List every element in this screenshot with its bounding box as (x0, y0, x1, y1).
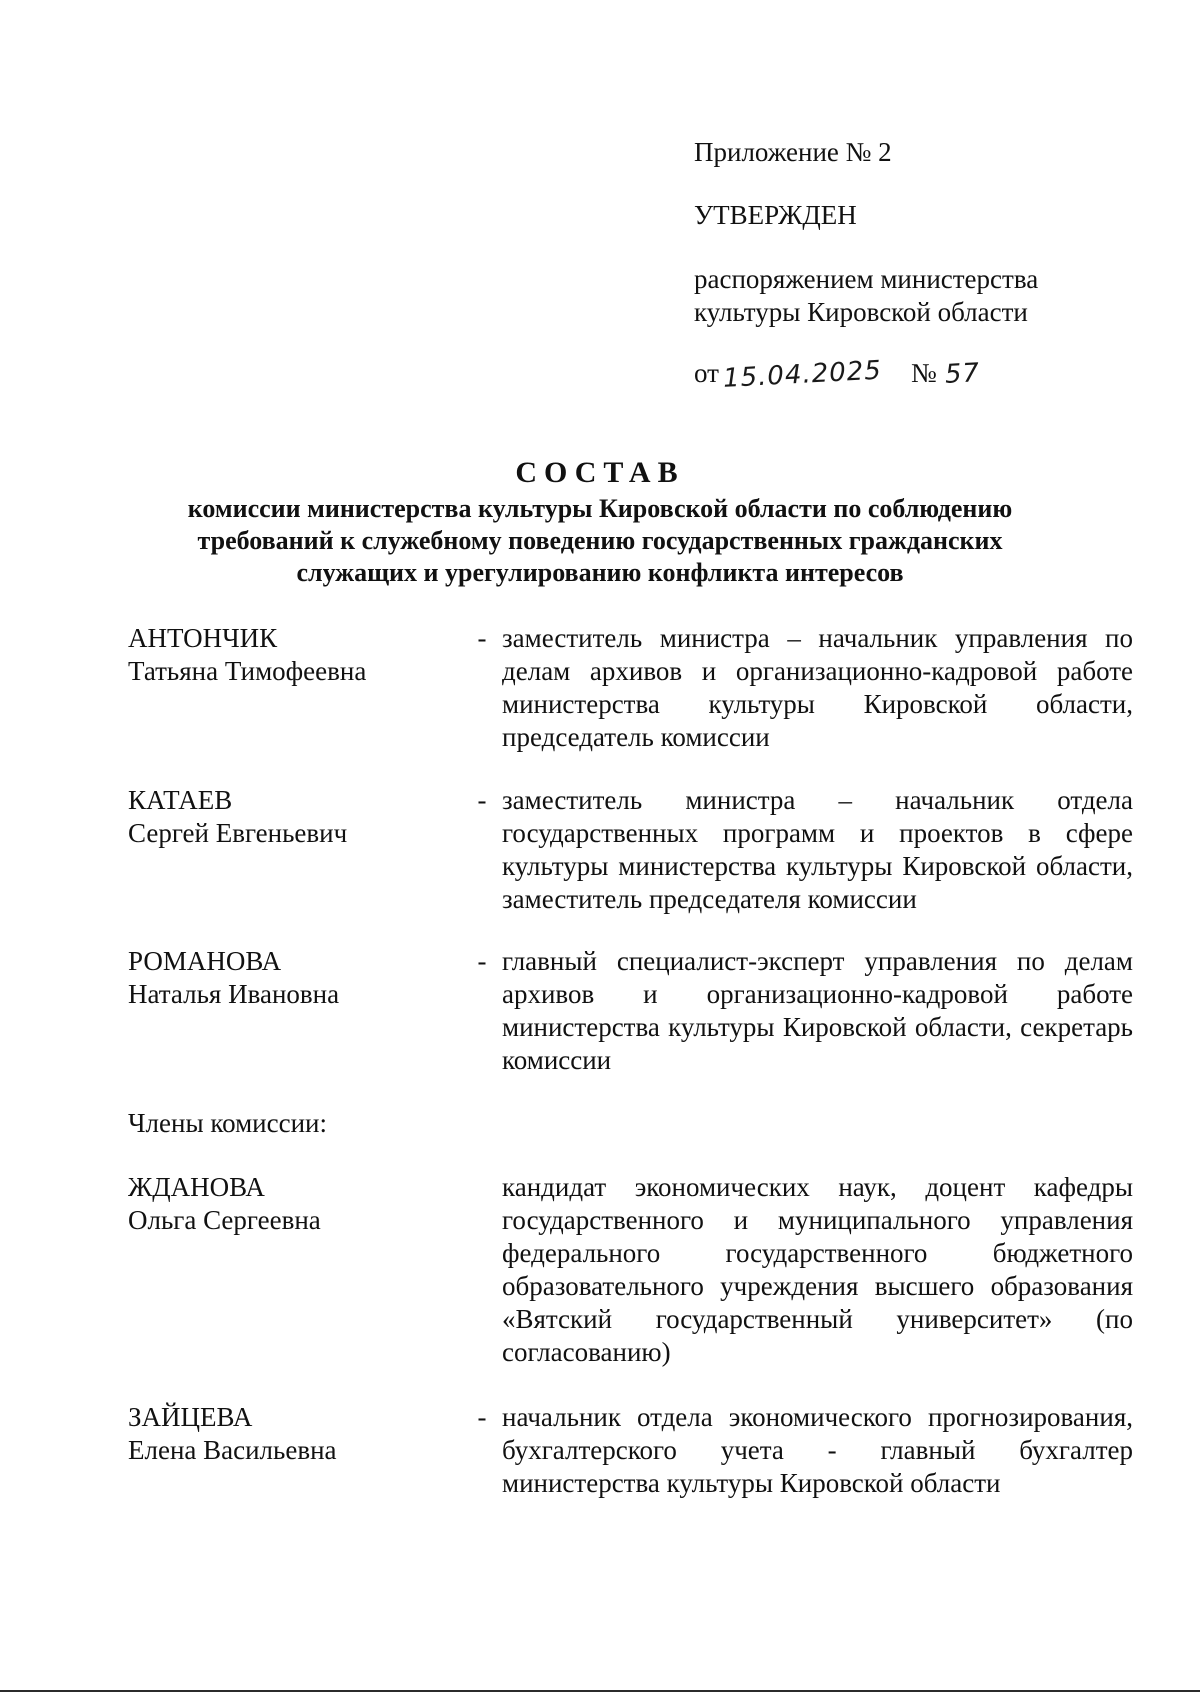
member-surname: РОМАНОВА (128, 946, 282, 976)
member-surname: ЖДАНОВА (128, 1172, 265, 1202)
separator-dash: - (477, 1402, 487, 1432)
title-subtitle-line: требований к служебному поведению государственных гражданских (197, 526, 1003, 555)
document-title (100, 453, 1100, 589)
member-surname: КАТАЕВ (128, 785, 233, 815)
member-given-names: Ольга Сергеевна (128, 1205, 321, 1235)
order-date-row (694, 355, 1174, 394)
member-surname: ЗАЙЦЕВА (128, 1402, 253, 1432)
approval-block (694, 136, 1174, 394)
members-label: Члены комиссии: (128, 1108, 327, 1138)
member-position: начальник отдела экономического прогнозирования, бухгалтерского учета - главный бухгалтер министерства культуры Кировской области (502, 1402, 1133, 1498)
member-given-names: Сергей Евгеньевич (128, 818, 348, 848)
member-given-names: Елена Васильевна (128, 1435, 337, 1465)
member-row (128, 1171, 1133, 1369)
member-name (128, 622, 462, 754)
member-given-names: Наталья Ивановна (128, 979, 340, 1009)
separator-dash: - (477, 785, 487, 815)
member-surname: АНТОНЧИК (128, 623, 278, 653)
page-bottom-edge (0, 1690, 1200, 1692)
member-position: заместитель министра – начальник управления по делам архивов и организационно-кадровой работе министерства культуры Кировской области, председатель комиссии (502, 623, 1133, 752)
title-main: СОСТАВ (515, 456, 685, 489)
member-name (128, 945, 462, 1077)
member-given-names: Татьяна Тимофеевна (128, 656, 367, 686)
separator-dash (462, 1171, 502, 1369)
order-date-handwritten: 15.04.2025 (722, 355, 883, 394)
separator-dash: - (477, 946, 487, 976)
member-row-secretary (128, 945, 1133, 1077)
appendix-number: Приложение № 2 (694, 137, 892, 167)
member-row (128, 1401, 1133, 1500)
approved-heading: УТВЕРЖДЕН (694, 200, 857, 230)
number-label: № (910, 358, 937, 388)
separator-dash: - (477, 623, 487, 653)
member-row-deputy-chairman (128, 784, 1133, 916)
member-position: кандидат экономических наук, доцент кафедры государственного и муниципального управления федерального государственного бюджетного образовательного учреждения высшего образования «Вятский государственный университет» (по согласованию) (502, 1172, 1133, 1367)
title-subtitle-line: комиссии министерства культуры Кировской области по соблюдению (187, 494, 1013, 523)
member-row-chairman (128, 622, 1133, 754)
order-text-line-1: распоряжением министерства (694, 264, 1039, 294)
member-name (128, 1401, 462, 1500)
order-number-handwritten: 57 (943, 358, 981, 390)
member-position: главный специалист-эксперт управления по делам архивов и организационно-кадровой работе министерства культуры Кировской области, секретарь комиссии (502, 946, 1133, 1075)
member-position: заместитель министра – начальник отдела государственных программ и проектов в сфере культуры министерства культуры Кировской области, заместитель председателя комиссии (502, 785, 1133, 914)
title-subtitle-line: служащих и урегулированию конфликта интересов (296, 558, 904, 587)
order-text-line-2: культуры Кировской области (694, 297, 1028, 327)
member-name (128, 784, 462, 916)
commission-composition (128, 622, 1133, 1500)
from-label: от (694, 358, 719, 388)
member-name (128, 1171, 462, 1369)
